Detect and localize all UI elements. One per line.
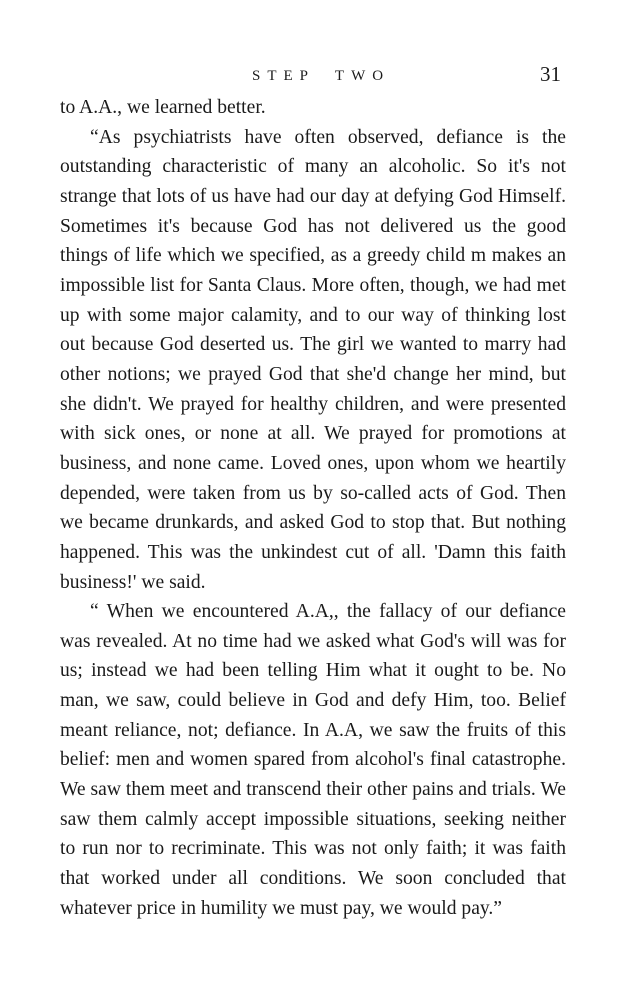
running-head [0, 62, 625, 92]
page-number: 31 [540, 62, 561, 86]
paragraph-encounter: “ When we encountered A.A,, the fallacy of our defiance was revealed. At no time had we asked what God's will was for us; instead we had been telling Him what it ought to be. No man, we saw, could believe in God and defy Him, too. Belief meant reliance, not; defiance. In A.A, we saw the fruits of this belief: men and women spared from alcohol's final catastrophe. We saw them meet and transcend their other pains and trials. We saw them calmly accept impossible situations, seeking neither to run nor to recriminate. This was not only faith; it was faith that worked under all conditions. We soon concluded that whatever price in humility we must pay, we would pay.” [60, 601, 566, 919]
paragraph-continuation: to A.A., we learned better. [60, 97, 266, 118]
paragraph-defiance: “As psychiatrists have often observed, defiance is the outstanding characteristic of many an alcoholic. So it's not strange that lots of us have had our day at defying God Himself. Sometimes it's because God has not delivered us the good things of life which we specified, as a greedy child m makes an impossible list for Santa Claus. More often, though, we had met up with some major calamity, and to our way of thinking lost out because God deserted us. The girl we wanted to marry had other notions; we prayed God that she'd change her mind, but she didn't. We prayed for healthy children, and were presented with sick ones, or none at all. We prayed for promotions at business, and none came. Loved ones, upon whom we heartily depended, were taken from us by so-called acts of God. Then we became drunkards, and asked God to stop that. But nothing happened. This was the unkindest cut of all. 'Damn this faith business!' we said. [60, 126, 566, 593]
chapter-title: STEP TWO [252, 68, 391, 84]
body-text [60, 93, 566, 923]
